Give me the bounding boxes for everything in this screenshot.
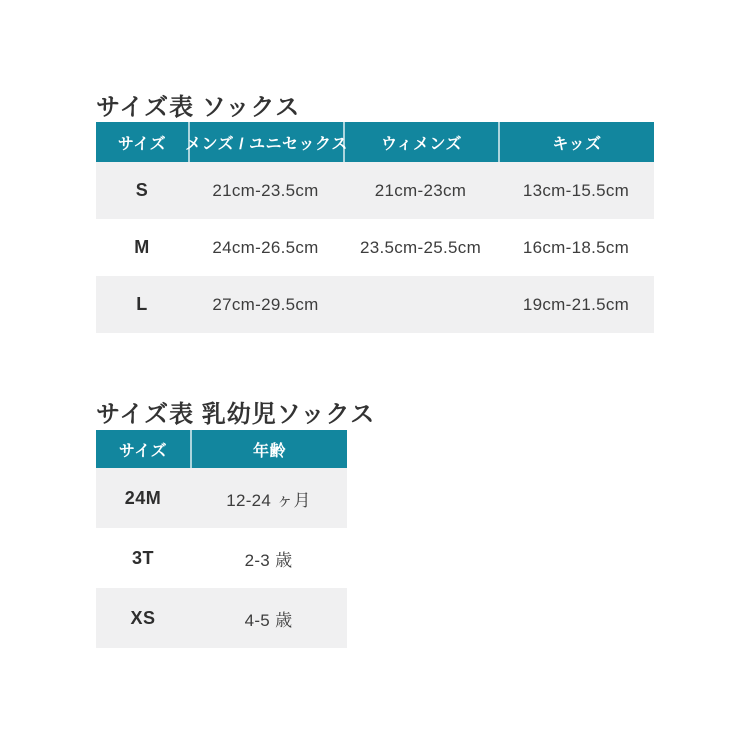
- measurement-cell-mens: 24cm-26.5cm: [212, 237, 319, 257]
- column-header-size: サイズ: [117, 135, 167, 153]
- table-row-m: [96, 219, 654, 276]
- infant-table-header-row: [96, 430, 347, 468]
- size-label-cell: L: [136, 294, 148, 314]
- size-label-cell: S: [135, 180, 149, 200]
- column-header-womens: ウィメンズ: [343, 122, 498, 162]
- measurement-cell-womens: 23.5cm-25.5cm: [359, 237, 482, 257]
- table-row-xs: [96, 588, 347, 648]
- size-label-cell: 24M: [124, 487, 162, 508]
- column-header-age: 年齢: [190, 430, 347, 468]
- infant-socks-size-table: [96, 430, 347, 648]
- socks-table-header-row: [96, 122, 654, 162]
- size-label-cell: XS: [130, 607, 156, 628]
- measurement-cell-mens: 27cm-29.5cm: [212, 294, 319, 314]
- measurement-cell-mens: 21cm-23.5cm: [212, 180, 319, 200]
- measurement-cell-kids: 19cm-21.5cm: [522, 294, 630, 314]
- column-header-size: サイズ: [118, 442, 168, 460]
- table-row-24m: [96, 468, 347, 528]
- column-header-kids: キッズ: [498, 122, 654, 162]
- size-label-cell: 3T: [131, 547, 154, 568]
- measurement-cell-kids: 13cm-15.5cm: [522, 180, 630, 200]
- measurement-cell-womens: [343, 276, 498, 333]
- table-row-s: [96, 162, 654, 219]
- table-row-l: [96, 276, 654, 333]
- column-header-mens-unisex: メンズ / ユニセックス: [188, 122, 343, 162]
- age-cell: 12-24 ヶ月: [226, 490, 311, 510]
- socks-size-chart-title: サイズ表 ソックス: [96, 93, 301, 121]
- infant-socks-size-chart-title: サイズ表 乳幼児ソックス: [96, 400, 376, 428]
- socks-size-table: [96, 122, 654, 333]
- size-label-cell: M: [134, 237, 150, 257]
- table-row-3t: [96, 528, 347, 588]
- age-cell: 2-3 歳: [244, 550, 293, 570]
- measurement-cell-kids: 16cm-18.5cm: [522, 237, 630, 257]
- age-cell: 4-5 歳: [244, 610, 293, 630]
- measurement-cell-womens: 21cm-23cm: [374, 180, 467, 200]
